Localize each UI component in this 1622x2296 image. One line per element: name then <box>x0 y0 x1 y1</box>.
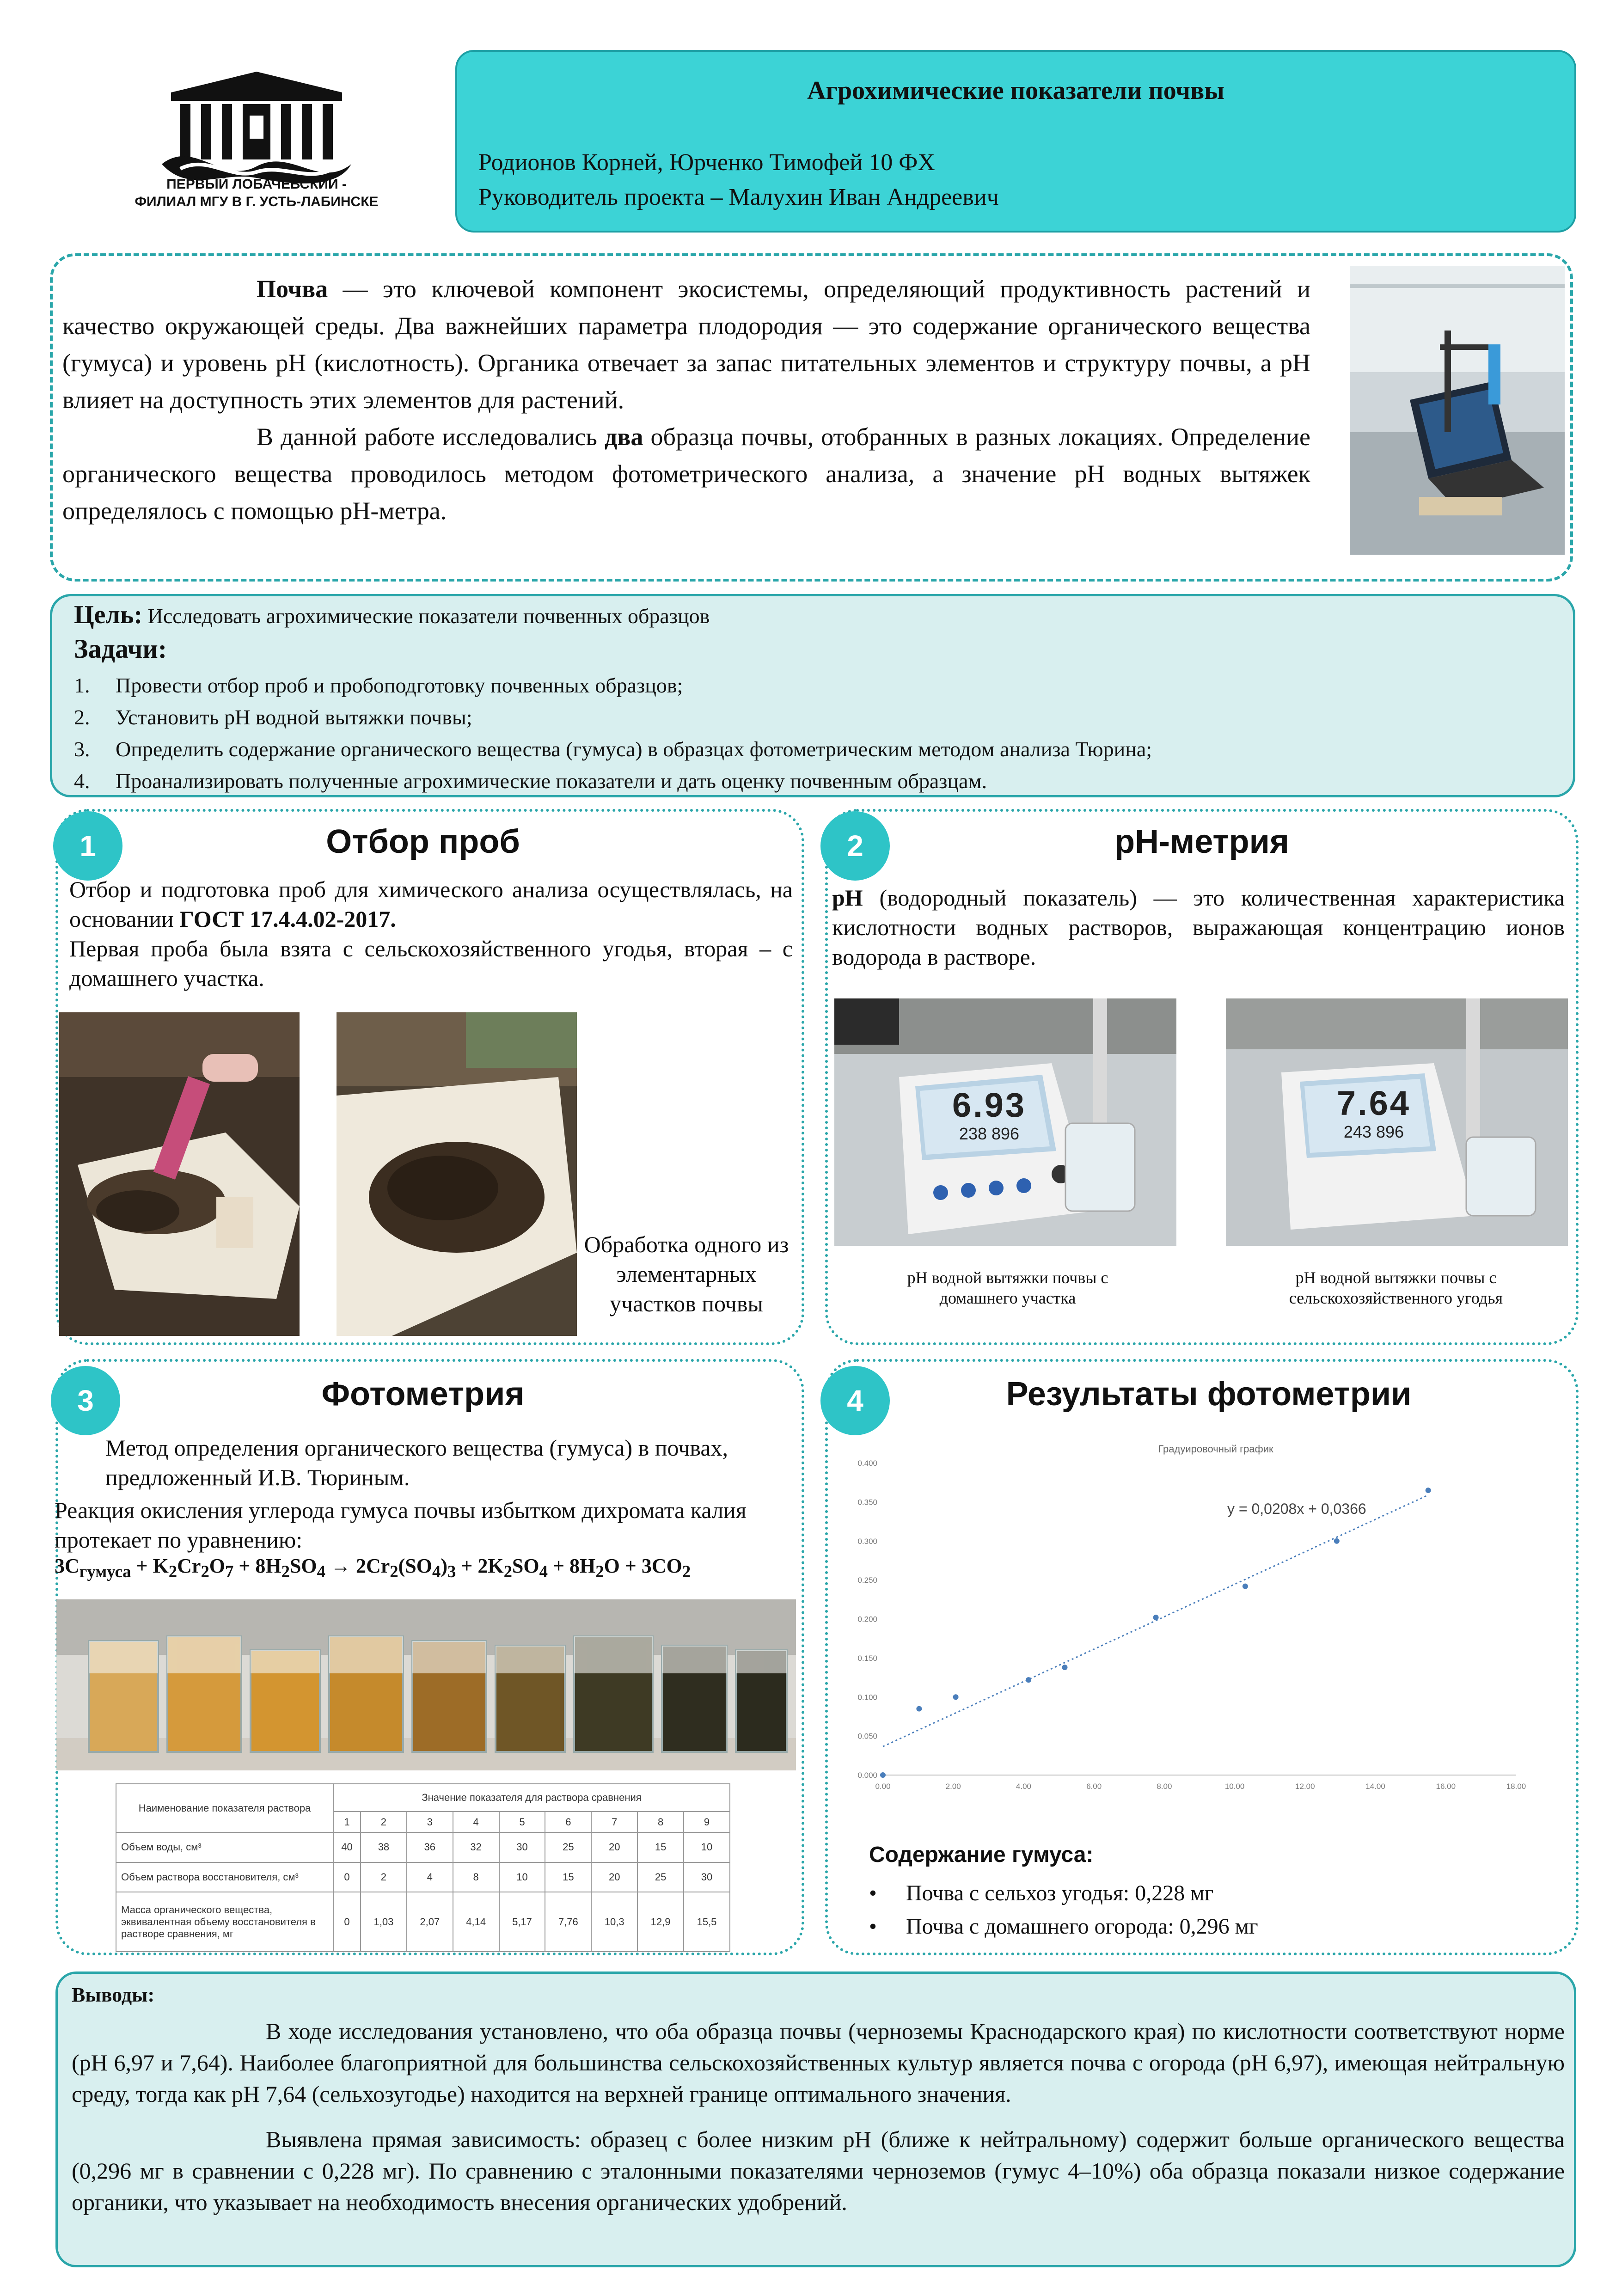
y-tick-label: 0.000 <box>857 1771 877 1780</box>
x-tick-label: 12.00 <box>1295 1782 1315 1791</box>
goal-text: Исследовать агрохимические показатели почвенных образцов <box>142 604 710 628</box>
conclusions-text <box>72 2015 1565 2232</box>
panel-title-results: Результаты фотометрии <box>1006 1376 1412 1413</box>
conclusions-paragraph-2: Выявлена прямая зависимость: образец с более низким pH (ближе к нейтральному) содержит больше органического вещества (0,296 мг в сравнении с 0,228 мг). По сравнению с эталонными показателями черноземов (гумус 4–10%) оба образца показали низкое содержание органики, что указывает на необходимость внесения органических удобрений. <box>72 2126 1565 2215</box>
task-number: 4. <box>74 769 90 793</box>
task-text: Проанализировать полученные агрохимические показатели и дать оценку почвенным образцам. <box>116 769 987 793</box>
eq-sub: 2 <box>390 1561 398 1581</box>
y-tick-label: 0.350 <box>857 1498 877 1507</box>
x-tick-label: 4.00 <box>1016 1782 1031 1791</box>
logo-caption <box>129 176 384 211</box>
goal-label: Цель: <box>74 600 143 629</box>
panel-title-ph: pH-метрия <box>1114 823 1289 860</box>
table-cell: 15 <box>545 1862 591 1892</box>
gost-reference: ГОСТ 17.4.4.02-2017. <box>179 906 396 932</box>
eq-sub: 4 <box>317 1561 325 1581</box>
table-row-label: Масса органического вещества, эквивалентная объему восстановителя в растворе сравнения, мг <box>116 1892 333 1952</box>
intro-text <box>62 270 1310 529</box>
eq-part: O + 3CO <box>604 1555 682 1577</box>
table-cell: 0 <box>333 1892 361 1952</box>
table-column-number: 2 <box>361 1812 407 1832</box>
x-tick-label: 2.00 <box>945 1782 961 1791</box>
table-cell: 4,14 <box>453 1892 499 1952</box>
table-column-number: 1 <box>333 1812 361 1832</box>
eq-part: SO <box>289 1555 317 1577</box>
photometry-reaction: Реакция окисления углерода гумуса почвы избытком дихромата калия протекает по уравнению: <box>55 1497 747 1553</box>
term-ph: pH <box>832 885 863 911</box>
data-point <box>916 1706 922 1712</box>
bullet: • <box>869 1881 877 1905</box>
intro-paragraph-2 <box>62 418 1310 529</box>
table-column-number: 8 <box>637 1812 684 1832</box>
lab-photo <box>1350 266 1565 555</box>
ph-meter-photo-2 <box>1226 998 1568 1246</box>
chart-ticks <box>857 1459 1526 1791</box>
reference-table <box>116 1783 730 1952</box>
table-cell: 30 <box>684 1862 730 1892</box>
table-cell: 15,5 <box>684 1892 730 1952</box>
poster-title: Агрохимические показатели почвы <box>807 76 1224 105</box>
list-item <box>74 701 1152 733</box>
x-tick-label: 6.00 <box>1086 1782 1102 1791</box>
table-column-number: 3 <box>407 1812 453 1832</box>
intro-p1-body: — это ключевой компонент экосистемы, определяющий продуктивность растений и качество окружающей среды. Два важнейших параметра плодородия — это содержание органического вещества (гумуса) и уровень pH (кислотность). Органика отвечает за запас питательных элементов и структуру почвы, а pH влияет на доступность этих элементов для растений. <box>62 275 1310 414</box>
table-cell: 30 <box>499 1832 545 1862</box>
task-text: Определить содержание органического вещества (гумуса) в образцах фотометрическим методом анализа Тюрина; <box>116 737 1152 761</box>
y-tick-label: 0.250 <box>857 1576 877 1585</box>
ph-meter-2-value: 7.64 <box>1336 1084 1411 1122</box>
intro-p2-a: В данной работе исследовались <box>257 423 605 451</box>
eq-sub: 2 <box>595 1561 604 1581</box>
trend-equation: y = 0,0208x + 0,0366 <box>1227 1500 1366 1517</box>
x-tick-label: 0.00 <box>875 1782 891 1791</box>
task-text: Установить pH водной вытяжки почвы; <box>116 705 472 729</box>
table-cell: 20 <box>591 1862 637 1892</box>
eq-sub: 7 <box>225 1561 234 1581</box>
table-body <box>116 1832 730 1952</box>
eq-part: + K <box>131 1555 169 1577</box>
list-item <box>869 1910 1258 1943</box>
eq-sub: 2 <box>682 1561 691 1581</box>
eq-part: 3C <box>55 1555 80 1577</box>
eq-part: O <box>209 1555 225 1577</box>
authors: Родионов Корней, Юрченко Тимофей 10 ФХ <box>478 149 935 176</box>
conclusions-heading: Выводы: <box>72 1984 155 2006</box>
table-cell: 36 <box>407 1832 453 1862</box>
table-cell: 10,3 <box>591 1892 637 1952</box>
logo-caption-line-1: ПЕРВЫЙ ЛОБАЧЕВСКИЙ - <box>166 177 347 192</box>
ph-caption-2: pH водной вытяжки почвы с сельскохозяйственного угодья <box>1289 1268 1503 1307</box>
humus-value-field: Почва с сельхоз угодья: 0,228 мг <box>906 1881 1214 1905</box>
eq-part: (SO <box>398 1555 432 1577</box>
sampling-photo-caption: Обработка одного из элементарных участков почвы <box>584 1231 789 1316</box>
data-point <box>1426 1488 1431 1493</box>
y-tick-label: 0.300 <box>857 1537 877 1546</box>
eq-part: Cr <box>177 1555 201 1577</box>
table-cell: 40 <box>333 1832 361 1862</box>
table-cell: 8 <box>453 1862 499 1892</box>
x-tick-label: 10.00 <box>1224 1782 1245 1791</box>
table-column-number: 4 <box>453 1812 499 1832</box>
table-column-number: 9 <box>684 1812 730 1832</box>
y-tick-label: 0.050 <box>857 1732 877 1741</box>
reference-table-grid <box>116 1783 730 1952</box>
eq-sub: гумуса <box>79 1561 131 1581</box>
table-cell: 10 <box>684 1832 730 1862</box>
table-cell: 5,17 <box>499 1892 545 1952</box>
term-soil: Почва <box>257 275 328 303</box>
data-point <box>1243 1584 1248 1589</box>
x-tick-label: 16.00 <box>1436 1782 1456 1791</box>
intro-p2-b: образца почвы, отобранных в разных локациях. Определение органического вещества проводилось методом фотометрического анализа, а значение pH водных вытяжек определялось с помощью pH-метра. <box>62 423 1310 525</box>
eq-sub: 4 <box>432 1561 441 1581</box>
humus-value-garden: Почва с домашнего огорода: 0,296 мг <box>906 1914 1258 1939</box>
table-row <box>116 1892 730 1952</box>
y-tick-label: 0.200 <box>857 1615 877 1624</box>
table-cell: 0 <box>333 1862 361 1892</box>
list-item <box>74 669 1152 701</box>
section-badge-3: 3 <box>51 1366 120 1435</box>
logo-caption-line-2: ФИЛИАЛ МГУ В Г. УСТЬ-ЛАБИНСКЕ <box>135 194 379 209</box>
beakers-photo <box>56 1599 796 1770</box>
reaction-equation <box>55 1554 691 1581</box>
goal-line <box>74 600 710 630</box>
sampling-text-1 <box>69 875 793 934</box>
title-box <box>455 50 1576 233</box>
list-item <box>74 765 1152 797</box>
table-row <box>116 1832 730 1862</box>
chart-points <box>880 1488 1431 1778</box>
y-tick-label: 0.400 <box>857 1459 877 1468</box>
panel-title-photometry: Фотометрия <box>321 1376 525 1413</box>
panel-title-sampling: Отбор проб <box>326 823 520 860</box>
table-column-number: 6 <box>545 1812 591 1832</box>
sampling-text-2: Первая проба была взята с сельскохозяйственного угодья, вторая – с домашнего участка. <box>69 936 793 991</box>
eq-part: + 2K <box>456 1555 504 1577</box>
eq-sub: 2 <box>201 1561 209 1581</box>
table-col-head: Наименование показателя раствора <box>116 1784 333 1832</box>
task-text: Провести отбор проб и пробоподготовку почвенных образцов; <box>116 673 683 697</box>
intro-paragraph-1 <box>62 270 1310 418</box>
data-point <box>953 1694 959 1700</box>
ph-definition-body: (водородный показатель) — это количественная характеристика кислотности водных растворов, выражающая концентрацию ионов водорода в растворе. <box>832 885 1565 970</box>
table-cell: 4 <box>407 1862 453 1892</box>
conclusions-paragraph-1: В ходе исследования установлено, что оба образца почвы (черноземы Краснодарского края) по кислотности соответствуют норме (pH 6,97 и 7,64). Наиболее благоприятной для большинства сельскохозяйственных культур является почва с огорода (pH 6,97), имеющая нейтральную среду, тогда как pH 7,64 (сельхозугодье) находится на верхней границе оптимального значения. <box>72 2018 1565 2107</box>
supervisor: Руководитель проекта – Малухин Иван Андреевич <box>478 184 999 210</box>
y-tick-label: 0.150 <box>857 1653 877 1663</box>
table-cell: 15 <box>637 1832 684 1862</box>
task-number: 2. <box>74 705 90 729</box>
bullet: • <box>869 1914 877 1939</box>
data-point <box>1153 1615 1159 1620</box>
eq-sub: 3 <box>447 1561 456 1581</box>
table-cell: 10 <box>499 1862 545 1892</box>
photometry-method: Метод определения органического вещества (гумуса) в почвах, предложенный И.В. Тюриным. <box>105 1435 728 1490</box>
sampling-text <box>69 875 793 993</box>
list-item <box>74 733 1152 765</box>
ph-definition <box>832 883 1565 972</box>
tasks-list <box>74 669 1152 797</box>
table-column-number: 7 <box>591 1812 637 1832</box>
table-cell: 25 <box>545 1832 591 1862</box>
table-cell: 1,03 <box>361 1892 407 1952</box>
table-cell: 7,76 <box>545 1892 591 1952</box>
eq-sub: 2 <box>168 1561 178 1581</box>
ph-caption-1: pH водной вытяжки почвы с домашнего участка <box>907 1268 1108 1307</box>
data-point <box>1334 1538 1340 1544</box>
ph-meter-1-value: 6.93 <box>952 1086 1027 1124</box>
data-point <box>880 1772 886 1778</box>
table-row-label: Объем раствора восстановителя, см³ <box>116 1862 333 1892</box>
calibration-chart <box>841 1433 1549 1812</box>
eq-sub: 4 <box>539 1561 548 1581</box>
data-point <box>1062 1665 1067 1670</box>
eq-sub: 2 <box>503 1561 512 1581</box>
task-number: 3. <box>74 737 90 761</box>
soil-sampling-photo-1 <box>59 1012 300 1336</box>
tasks-heading: Задачи: <box>74 634 167 664</box>
eq-part: ) <box>441 1555 447 1577</box>
table-cell: 32 <box>453 1832 499 1862</box>
table-row <box>116 1862 730 1892</box>
humus-list <box>869 1877 1258 1943</box>
x-tick-label: 8.00 <box>1157 1782 1172 1791</box>
table-cell: 38 <box>361 1832 407 1862</box>
eq-part: SO <box>512 1555 539 1577</box>
list-item <box>869 1877 1258 1910</box>
x-tick-label: 14.00 <box>1365 1782 1385 1791</box>
data-point <box>1026 1677 1031 1683</box>
table-cell: 12,9 <box>637 1892 684 1952</box>
eq-part: → 2Cr <box>325 1555 390 1577</box>
intro-p2-bold: два <box>604 423 643 451</box>
eq-part: + 8H <box>547 1555 596 1577</box>
table-column-number: 5 <box>499 1812 545 1832</box>
task-number: 1. <box>74 673 90 697</box>
humus-heading: Содержание гумуса: <box>869 1843 1094 1867</box>
eq-sub: 2 <box>281 1561 290 1581</box>
y-tick-label: 0.100 <box>857 1693 877 1702</box>
table-cell: 2,07 <box>407 1892 453 1952</box>
ph-meter-1-sub: 238 896 <box>959 1124 1020 1143</box>
section-badge-1: 1 <box>53 811 122 881</box>
sampling-text-a: Отбор и подготовка проб для химического анализа осуществлялась, на основании <box>69 876 793 932</box>
section-badge-2: 2 <box>820 811 890 881</box>
x-tick-label: 18.00 <box>1506 1782 1526 1791</box>
table-group-head: Значение показателя для раствора сравнения <box>333 1784 730 1812</box>
ph-meter-2-sub: 243 896 <box>1343 1122 1404 1141</box>
chart-title: Градуировочный график <box>1158 1443 1273 1455</box>
table-cell: 20 <box>591 1832 637 1862</box>
table-row-label: Объем воды, см³ <box>116 1832 333 1862</box>
soil-sampling-photo-2 <box>337 1012 577 1336</box>
ph-meter-photo-1 <box>834 998 1176 1246</box>
section-badge-4: 4 <box>820 1366 890 1435</box>
eq-part: + 8H <box>233 1555 282 1577</box>
table-cell: 25 <box>637 1862 684 1892</box>
table-cell: 2 <box>361 1862 407 1892</box>
trend-line <box>883 1495 1428 1746</box>
